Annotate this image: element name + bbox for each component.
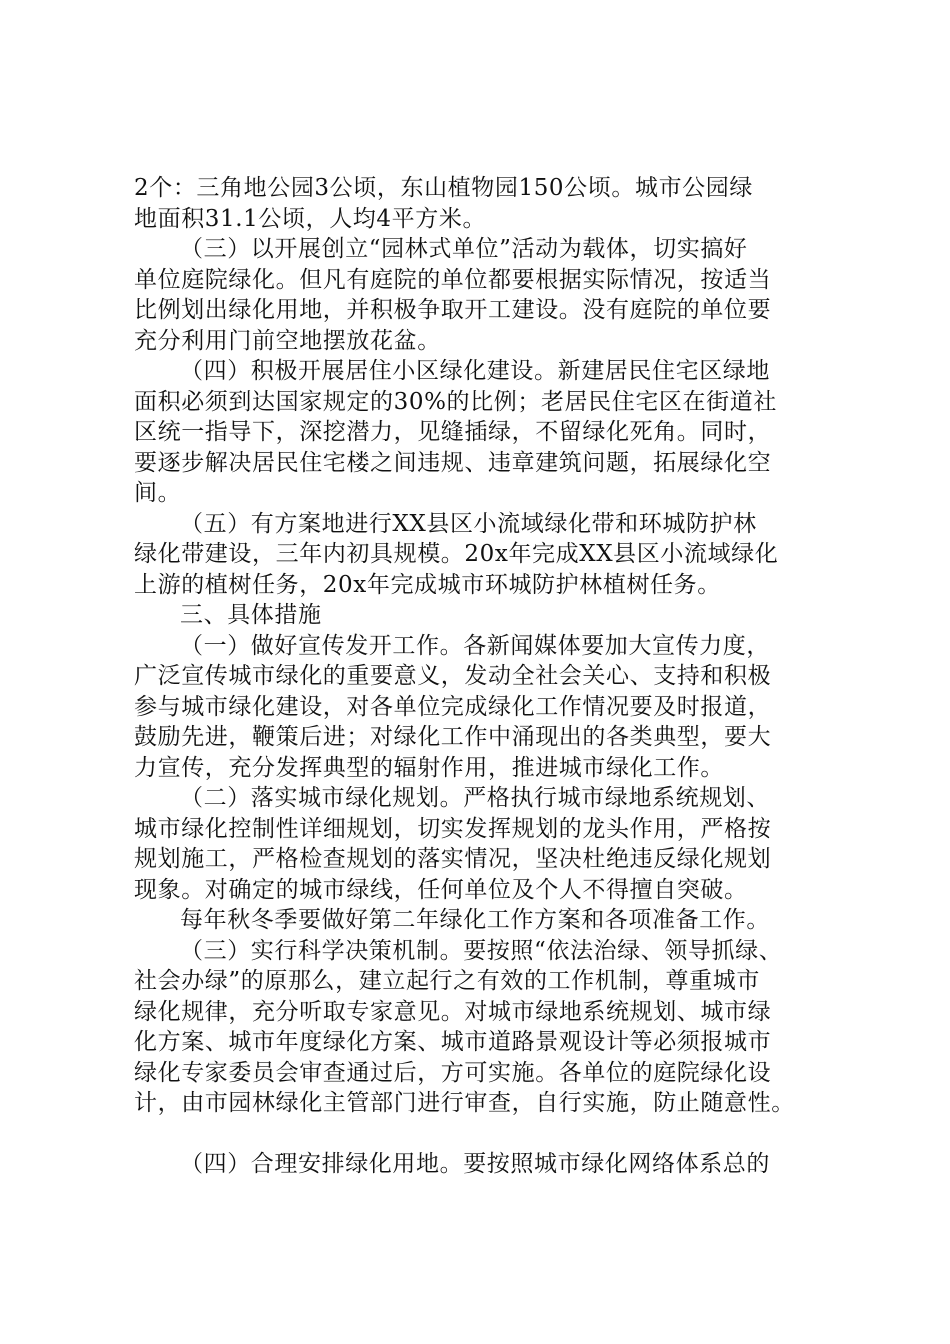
text-line: 充分利用门前空地摆放花盆。	[134, 327, 441, 354]
text-line: 上游的植树任务，20x年完成城市环城防护林植树任务。	[134, 571, 721, 598]
text-line: 城市绿化控制性详细规划，切实发挥规划的龙头作用，严格按	[134, 815, 772, 842]
text-line: 要逐步解决居民住宅楼之间违规、违章建筑问题，拓展绿化空	[134, 449, 772, 476]
text-line: 鼓励先进，鞭策后进；对绿化工作中涌现出的各类典型，要大	[134, 724, 772, 750]
text-line: 间。	[134, 480, 182, 506]
text-line: 2个：三角地公园3公顷，东山植物园150公顷。城市公园绿	[134, 175, 753, 201]
text-line: 广泛宣传城市绿化的重要意义，发动全社会关心、支持和积极	[134, 663, 772, 689]
text-line: 绿化规律，充分听取专家意见。对城市绿地系统规划、城市绿	[134, 998, 772, 1025]
text-line: 社会办绿”的原那么，建立起行之有效的工作机制，尊重城市	[134, 968, 760, 994]
paragraph-start: 每年秋冬季要做好第二年绿化工作方案和各项准备工作。	[180, 907, 770, 933]
paragraph-start: （五）有方案地进行XX县区小流域绿化带和环城防护林	[180, 510, 757, 537]
paragraph-start: （四）积极开展居住小区绿化建设。新建居民住宅区绿地	[180, 358, 770, 384]
text-line: 规划施工，严格检查规划的落实情况，坚决杜绝违反绿化规划	[134, 846, 772, 872]
text-line: 绿化专家委员会审查通过后，方可实施。各单位的庭院绿化设	[134, 1059, 772, 1086]
text-line: 地面积31.1公顷，人均4平方米。	[134, 205, 487, 232]
text-line: 比例划出绿化用地，并积极争取开工建设。没有庭院的单位要	[134, 297, 772, 323]
paragraph-start: （三）以开展创立“园林式单位”活动为载体，切实搞好	[180, 236, 748, 262]
text-line: 现象。对确定的城市绿线，任何单位及个人不得擅自突破。	[134, 876, 748, 903]
text-line: 计，由市园林绿化主管部门进行审查，自行实施，防止随意性。	[134, 1090, 795, 1116]
text-line: 绿化带建设，三年内初具规模。20x年完成XX县区小流域绿化	[134, 541, 779, 567]
paragraph-start: （三）实行科学决策机制。要按照“依法治绿、领导抓绿、	[180, 937, 783, 964]
paragraph-start: （四）合理安排绿化用地。要按照城市绿化网络体系总的	[180, 1151, 770, 1177]
text-line: 参与城市绿化建设，对各单位完成绿化工作情况要及时报道，	[134, 693, 772, 720]
paragraph-start: （二）落实城市绿化规划。严格执行城市绿地系统规划、	[180, 785, 770, 811]
text-line: 单位庭院绿化。但凡有庭院的单位都要根据实际情况，按适当	[134, 266, 772, 293]
paragraph-gap	[134, 1119, 834, 1150]
text-line: 面积必须到达国家规定的30%的比例；老居民住宅区在街道社	[134, 388, 777, 415]
text-line: 区统一指导下，深挖潜力，见缝插绿，不留绿化死角。同时，	[134, 419, 772, 445]
text-line: 化方案、城市年度绿化方案、城市道路景观设计等必须报城市	[134, 1029, 772, 1055]
text-line: 力宣传，充分发挥典型的辐射作用，推进城市绿化工作。	[134, 754, 724, 781]
body-text	[134, 173, 834, 1180]
section-heading: 三、具体措施	[180, 602, 322, 628]
paragraph-start: （一）做好宣传发开工作。各新闻媒体要加大宣传力度，	[180, 632, 770, 659]
